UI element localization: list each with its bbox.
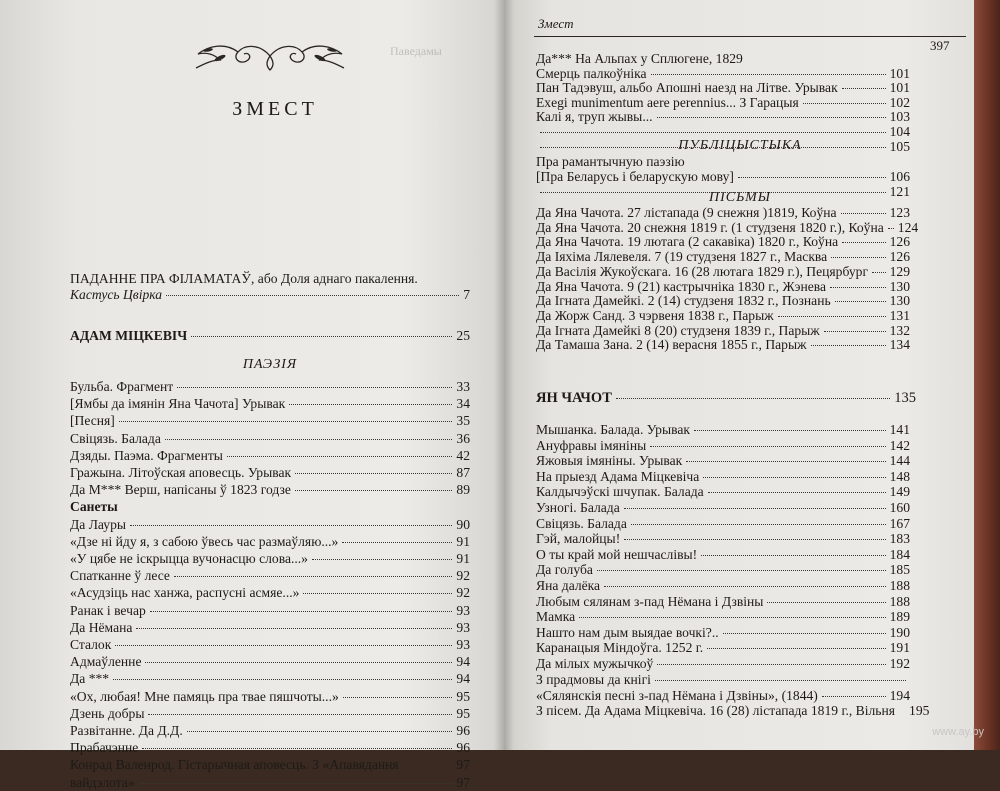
entry-title: Да *** bbox=[70, 671, 110, 687]
leader-dots bbox=[136, 628, 452, 629]
section-title: ЯН ЧАЧОТ bbox=[536, 390, 612, 406]
page-ref: 149 bbox=[889, 484, 910, 500]
page-ref: 97 bbox=[456, 775, 470, 791]
leader-dots bbox=[597, 570, 886, 571]
leader-dots bbox=[650, 446, 885, 447]
toc-entry bbox=[70, 756, 470, 773]
section-heading-publicism: ПУБЛІЦЫСТЫКА bbox=[678, 138, 802, 153]
leader-dots bbox=[767, 602, 885, 603]
leader-dots bbox=[835, 301, 886, 302]
page-ref: 103 bbox=[889, 109, 910, 125]
toc-entry bbox=[70, 774, 470, 791]
leader-dots bbox=[686, 461, 885, 462]
entry-title: Бульба. Фрагмент bbox=[70, 379, 174, 394]
leader-dots bbox=[342, 542, 452, 543]
page-ref: 134 bbox=[889, 337, 910, 353]
page-ref: 93 bbox=[456, 619, 470, 635]
leader-dots bbox=[738, 177, 886, 178]
leader-dots bbox=[694, 430, 886, 431]
entry-title: Мамка bbox=[536, 609, 576, 625]
entry-title: Да Жорж Санд. 3 чэрвеня 1838 г., Парыж bbox=[536, 307, 774, 323]
entry-title: З прадмовы да кнігі bbox=[536, 671, 651, 687]
toc-entry bbox=[536, 452, 910, 469]
entry-title: Сталок bbox=[70, 637, 112, 652]
toc-entry bbox=[536, 624, 910, 641]
entry-title: «Асудзіць нас ханжа, распусні асмяе...» bbox=[70, 585, 300, 601]
decorative-ornament bbox=[190, 38, 350, 74]
entry-title: Спатканне ў лесе bbox=[70, 568, 170, 584]
leader-dots bbox=[655, 680, 906, 681]
leader-dots bbox=[707, 648, 885, 649]
entry-title: Да Ігната Дамейкі. 2 (14) студзеня 1832 г., Познань bbox=[536, 293, 831, 309]
leader-dots bbox=[778, 316, 886, 317]
page-ref: 141 bbox=[889, 422, 910, 437]
page-ref: 184 bbox=[889, 546, 910, 562]
entry-title: Свіцязь. Балада bbox=[536, 515, 627, 531]
leader-dots bbox=[115, 645, 452, 646]
entry-title: Свіцязь. Балада bbox=[70, 430, 161, 446]
entry-title: вайдэлота» bbox=[70, 775, 135, 791]
page-ref: 93 bbox=[456, 637, 470, 652]
leader-dots bbox=[113, 679, 452, 680]
page-ref: 91 bbox=[456, 551, 470, 566]
toc-entry bbox=[536, 608, 910, 625]
leader-dots bbox=[842, 88, 886, 89]
leader-dots bbox=[657, 117, 886, 118]
page-ref: 7 bbox=[463, 287, 470, 302]
page-ref: 93 bbox=[456, 602, 470, 618]
leader-dots bbox=[824, 331, 886, 332]
toc-entry bbox=[70, 584, 470, 601]
page-ref: 92 bbox=[456, 568, 470, 584]
entry-title: Да Ігната Дамейкі 8 (20) студзеня 1839 г., Парыж bbox=[536, 322, 820, 338]
leader-dots bbox=[703, 477, 885, 478]
page-ref: 89 bbox=[456, 482, 470, 498]
entry-title: Да Яна Чачота. 27 лістапада (9 снежня )1819, Коўна bbox=[536, 205, 837, 220]
toc-entry bbox=[70, 447, 470, 464]
page-ref: 135 bbox=[894, 390, 916, 406]
entry-title: Кастусь Цвірка bbox=[70, 287, 163, 302]
entry-title: Смерць палкоўніка bbox=[536, 65, 647, 81]
entry-title: Мышанка. Балада. Урывак bbox=[536, 422, 690, 437]
leader-dots bbox=[604, 586, 886, 587]
page-ref: 130 bbox=[889, 293, 910, 309]
page-ref: 33 bbox=[456, 379, 470, 394]
leader-dots bbox=[165, 439, 453, 440]
leader-dots bbox=[616, 398, 890, 399]
page-ref: 188 bbox=[889, 578, 910, 593]
leader-dots bbox=[579, 617, 885, 618]
entry-title: ПАДАННЕ ПРА ФІЛАМАТАЎ, або Доля аднаго пакалення. bbox=[70, 271, 418, 286]
entry-title: Санеты bbox=[70, 499, 118, 515]
page-ref: 132 bbox=[889, 322, 910, 338]
toc-entry bbox=[70, 636, 470, 653]
toc-entry bbox=[70, 688, 470, 705]
entry-title: Пан Тадэвуш, альбо Апошні наезд на Літве. Урывак bbox=[536, 80, 838, 96]
leader-dots bbox=[708, 492, 886, 493]
entry-title: Да Нёмана bbox=[70, 619, 133, 635]
page-ref: 189 bbox=[889, 609, 910, 625]
toc-entry bbox=[70, 412, 470, 429]
leader-dots bbox=[187, 731, 453, 732]
entry-title: Да голуба bbox=[536, 562, 593, 578]
entry-title: Яжовыя імяніны. Урывак bbox=[536, 453, 683, 469]
entry-title: Да Яна Чачота. 9 (21) кастрычніка 1830 г., Жэнева bbox=[536, 278, 827, 294]
toc-entry bbox=[536, 639, 910, 656]
entry-title: Калі я, труп жывы... bbox=[536, 109, 653, 125]
entry-title: [Пра Беларусь і беларускую мову] bbox=[536, 168, 734, 184]
page-ref: 87 bbox=[456, 465, 470, 480]
toc-entry bbox=[70, 395, 470, 412]
page-ref: 104 bbox=[889, 124, 910, 139]
toc-entry bbox=[70, 619, 470, 636]
leader-dots bbox=[822, 696, 886, 697]
entry-title: Ануфравы імяніны bbox=[536, 437, 647, 453]
page-ref: 144 bbox=[889, 453, 910, 469]
leader-dots bbox=[624, 508, 886, 509]
book-cover-edge bbox=[974, 0, 1000, 750]
leader-dots bbox=[295, 473, 452, 474]
toc-entry bbox=[70, 430, 470, 447]
toc-entry bbox=[70, 498, 470, 515]
entry-title: «Ох, любая! Мне памяць пра твае пяшчоты...» bbox=[70, 688, 339, 704]
page-ref: 34 bbox=[456, 396, 470, 412]
page-ref: 142 bbox=[889, 437, 910, 453]
leader-dots bbox=[624, 539, 885, 540]
leader-dots bbox=[289, 404, 452, 405]
entry-title: О ты край мой нешчаслівы! bbox=[536, 546, 698, 562]
page-ref: 129 bbox=[889, 263, 910, 279]
page-ref: 94 bbox=[456, 654, 470, 670]
leader-dots bbox=[841, 213, 886, 214]
entry-title: На прыезд Адама Міцкевіча bbox=[536, 468, 700, 484]
toc-title: ЗМЕСТ bbox=[232, 98, 318, 120]
leader-dots bbox=[177, 387, 452, 388]
book-gutter bbox=[494, 0, 514, 750]
entry-title: Да Васілія Жукоўскага. 16 (28 лютага 1829 г.), Пецярбург bbox=[536, 263, 869, 279]
entry-title: Развітанне. Да Д.Д. bbox=[70, 723, 183, 738]
page-ref: 91 bbox=[456, 533, 470, 549]
page-ref: 102 bbox=[889, 94, 910, 110]
toc-entry bbox=[536, 546, 910, 563]
entry-title: Гражына. Літоўская аповесць. Урывак bbox=[70, 465, 292, 480]
leader-dots bbox=[830, 287, 886, 288]
toc-entry bbox=[536, 499, 910, 516]
toc-entry bbox=[536, 702, 930, 719]
page-ref: 194 bbox=[889, 687, 910, 703]
entry-title: Любым сялянам з-пад Нёмана і Дзвіны bbox=[536, 593, 764, 609]
entry-title: Да Тамаша Зана. 2 (14) верасня 1855 г., Парыж bbox=[536, 337, 807, 353]
entry-title: [Ямбы да імянін Яна Чачота] Урывак bbox=[70, 396, 286, 412]
entry-title: Дзень добры bbox=[70, 705, 145, 721]
toc-entry bbox=[536, 468, 910, 485]
page-ref: 96 bbox=[456, 740, 470, 756]
entry-title: Да*** На Альпах у Сплюгене, 1829 bbox=[536, 51, 743, 66]
page-ref: 95 bbox=[456, 705, 470, 721]
page-ref: 191 bbox=[889, 640, 910, 656]
page-ref: 94 bbox=[456, 671, 470, 687]
leader-dots bbox=[119, 421, 453, 422]
leader-dots bbox=[701, 555, 885, 556]
entry-title: «У цябе не іскрыцца вучонасцю слова...» bbox=[70, 551, 308, 566]
toc-entry bbox=[536, 671, 910, 688]
toc-entry bbox=[70, 270, 470, 287]
entry-title: Да мілых мужычкоў bbox=[536, 656, 654, 671]
toc-entry bbox=[70, 722, 470, 739]
page-ref: 105 bbox=[889, 138, 910, 154]
page-ref: 188 bbox=[889, 593, 910, 609]
toc-entry bbox=[536, 437, 910, 454]
toc-entry bbox=[536, 577, 910, 594]
entry-title: Нашто нам дым выядае вочкі?.. bbox=[536, 624, 719, 640]
page-ref: 121 bbox=[889, 183, 910, 199]
toc-entry bbox=[70, 653, 470, 670]
entry-title: «Дзе ні йду я, з сабою ўвесь час размаўляю...» bbox=[70, 533, 339, 549]
toc-entry bbox=[536, 183, 910, 200]
toc-entry bbox=[536, 593, 910, 610]
leader-dots bbox=[166, 295, 459, 296]
toc-entry bbox=[536, 421, 910, 438]
leader-dots bbox=[130, 525, 452, 526]
leader-dots bbox=[295, 490, 453, 491]
entry-title: [Песня] bbox=[70, 413, 115, 429]
toc-entry bbox=[70, 533, 470, 550]
toc-entry bbox=[536, 655, 910, 672]
page-ref: 126 bbox=[889, 249, 910, 265]
entry-title: Да Іяхіма Лялевеля. 7 (19 студзеня 1827 г., Масква bbox=[536, 249, 828, 265]
page-ref: 101 bbox=[889, 80, 910, 96]
leader-dots bbox=[651, 74, 886, 75]
toc-entry bbox=[70, 705, 470, 722]
entry-title: Да Яна Чачота. 19 лютага (2 сакавіка) 1820 г., Коўна bbox=[536, 234, 839, 250]
entry-title: АДАМ МІЦКЕВІЧ bbox=[70, 328, 188, 343]
leader-dots bbox=[312, 559, 452, 560]
toc-entry bbox=[70, 286, 470, 303]
leader-dots bbox=[227, 456, 452, 457]
leader-dots bbox=[888, 228, 894, 229]
page-number: 397 bbox=[930, 38, 950, 53]
toc-entry bbox=[70, 516, 470, 533]
leader-dots bbox=[191, 336, 452, 337]
page-ref: 35 bbox=[456, 413, 470, 429]
page-ref: 95 bbox=[456, 688, 470, 704]
leader-dots bbox=[150, 611, 453, 612]
entry-title: Прабачэнне bbox=[70, 740, 139, 756]
leader-dots bbox=[540, 147, 886, 148]
toc-entry bbox=[70, 464, 470, 481]
entry-title: «Сялянскія песні з-пад Нёмана і Дзвіны», (1844) bbox=[536, 687, 818, 703]
page-ref: 25 bbox=[456, 328, 470, 343]
leader-dots bbox=[831, 257, 885, 258]
toc-entry bbox=[536, 483, 910, 500]
page-ref: 183 bbox=[889, 531, 910, 547]
entry-title: Узногі. Балада bbox=[536, 500, 620, 515]
header-rule bbox=[534, 36, 966, 37]
page-ref: 126 bbox=[889, 234, 910, 250]
leader-dots bbox=[145, 662, 452, 663]
page-ref: 195 bbox=[909, 703, 930, 719]
leader-dots bbox=[811, 345, 886, 346]
toc-entry bbox=[536, 515, 910, 532]
page-ref: 92 bbox=[456, 585, 470, 601]
leader-dots bbox=[842, 242, 885, 243]
leader-dots bbox=[540, 132, 886, 133]
entry-title: З пісем. Да Адама Міцкевіча. 16 (28) лістапада 1819 г., Вільня bbox=[536, 703, 896, 719]
entry-title: Да Яна Чачота. 20 снежня 1819 г. (1 студзеня 1820 г.), Коўна bbox=[536, 219, 884, 235]
toc-entry bbox=[70, 550, 470, 567]
entry-title: Exegi munimentum aere perennius... З Гарацыя bbox=[536, 94, 799, 110]
running-header: Змест bbox=[538, 16, 574, 31]
toc-entry bbox=[70, 481, 470, 498]
toc-entry bbox=[70, 602, 470, 619]
toc-entry bbox=[536, 687, 910, 704]
leader-dots bbox=[139, 783, 453, 784]
leader-dots bbox=[657, 664, 885, 665]
page-ref: 192 bbox=[889, 656, 910, 671]
entry-title: Пра рамантычную паэзію bbox=[536, 154, 685, 169]
page-ref: 131 bbox=[889, 307, 910, 323]
toc-entry bbox=[70, 567, 470, 584]
toc-entry bbox=[70, 739, 470, 756]
leader-dots bbox=[723, 633, 886, 634]
leader-dots bbox=[872, 272, 886, 273]
leader-dots bbox=[540, 192, 886, 193]
section-heading-poetry: ПАЭЗІЯ bbox=[242, 357, 298, 372]
entry-title: Конрад Валенрод. Гістарычная аповесць. З «Апавядання bbox=[70, 757, 399, 773]
section-heading-letters: ПІСЬМЫ bbox=[709, 190, 771, 205]
section-heading-chachot bbox=[536, 390, 916, 407]
entry-title: Да Лауры bbox=[70, 516, 126, 532]
toc-entry bbox=[70, 378, 470, 395]
leader-dots bbox=[303, 593, 452, 594]
page-ref: 106 bbox=[889, 168, 910, 184]
page-ref: 190 bbox=[889, 624, 910, 640]
leader-dots bbox=[343, 697, 453, 698]
page-ref: 130 bbox=[889, 278, 910, 294]
page-ref: 124 bbox=[897, 219, 919, 235]
entry-title: Яна далёка bbox=[536, 578, 601, 593]
entry-title: Да М*** Верш, напісаны ў 1823 годзе bbox=[70, 482, 291, 498]
entry-title: Дзяды. Паэма. Фрагменты bbox=[70, 447, 223, 463]
entry-title: Каранацыя Міндоўга. 1252 г. bbox=[536, 640, 704, 656]
page-ref: 185 bbox=[889, 562, 910, 578]
toc-entry bbox=[536, 336, 910, 353]
leader-dots bbox=[631, 524, 886, 525]
entry-title: Калдычэўскі шчупак. Балада bbox=[536, 484, 704, 500]
page-ref: 148 bbox=[889, 468, 910, 484]
leader-dots bbox=[142, 748, 452, 749]
toc-entry bbox=[70, 670, 470, 687]
leader-dots bbox=[803, 103, 886, 104]
page-ref: 36 bbox=[456, 430, 470, 446]
entry-title: Гэй, малойцы! bbox=[536, 531, 621, 547]
bleed-through-text: Паведамы bbox=[390, 44, 442, 58]
page-ref: 97 bbox=[456, 757, 470, 773]
page-ref: 42 bbox=[456, 447, 470, 463]
toc-entry bbox=[536, 561, 910, 578]
page-ref: 167 bbox=[889, 515, 910, 531]
page-ref: 96 bbox=[456, 723, 470, 738]
leader-dots bbox=[148, 714, 452, 715]
entry-title: Адмаўленне bbox=[70, 654, 142, 670]
watermark: www.ay.by bbox=[932, 726, 984, 738]
page-ref: 123 bbox=[889, 205, 910, 220]
page-ref: 90 bbox=[456, 516, 470, 532]
toc-entry bbox=[536, 530, 910, 547]
toc-entry bbox=[70, 327, 470, 344]
page-ref: 160 bbox=[889, 500, 910, 515]
entry-title: Ранак і вечар bbox=[70, 602, 146, 618]
page-ref: 101 bbox=[889, 65, 910, 81]
leader-dots bbox=[174, 576, 452, 577]
